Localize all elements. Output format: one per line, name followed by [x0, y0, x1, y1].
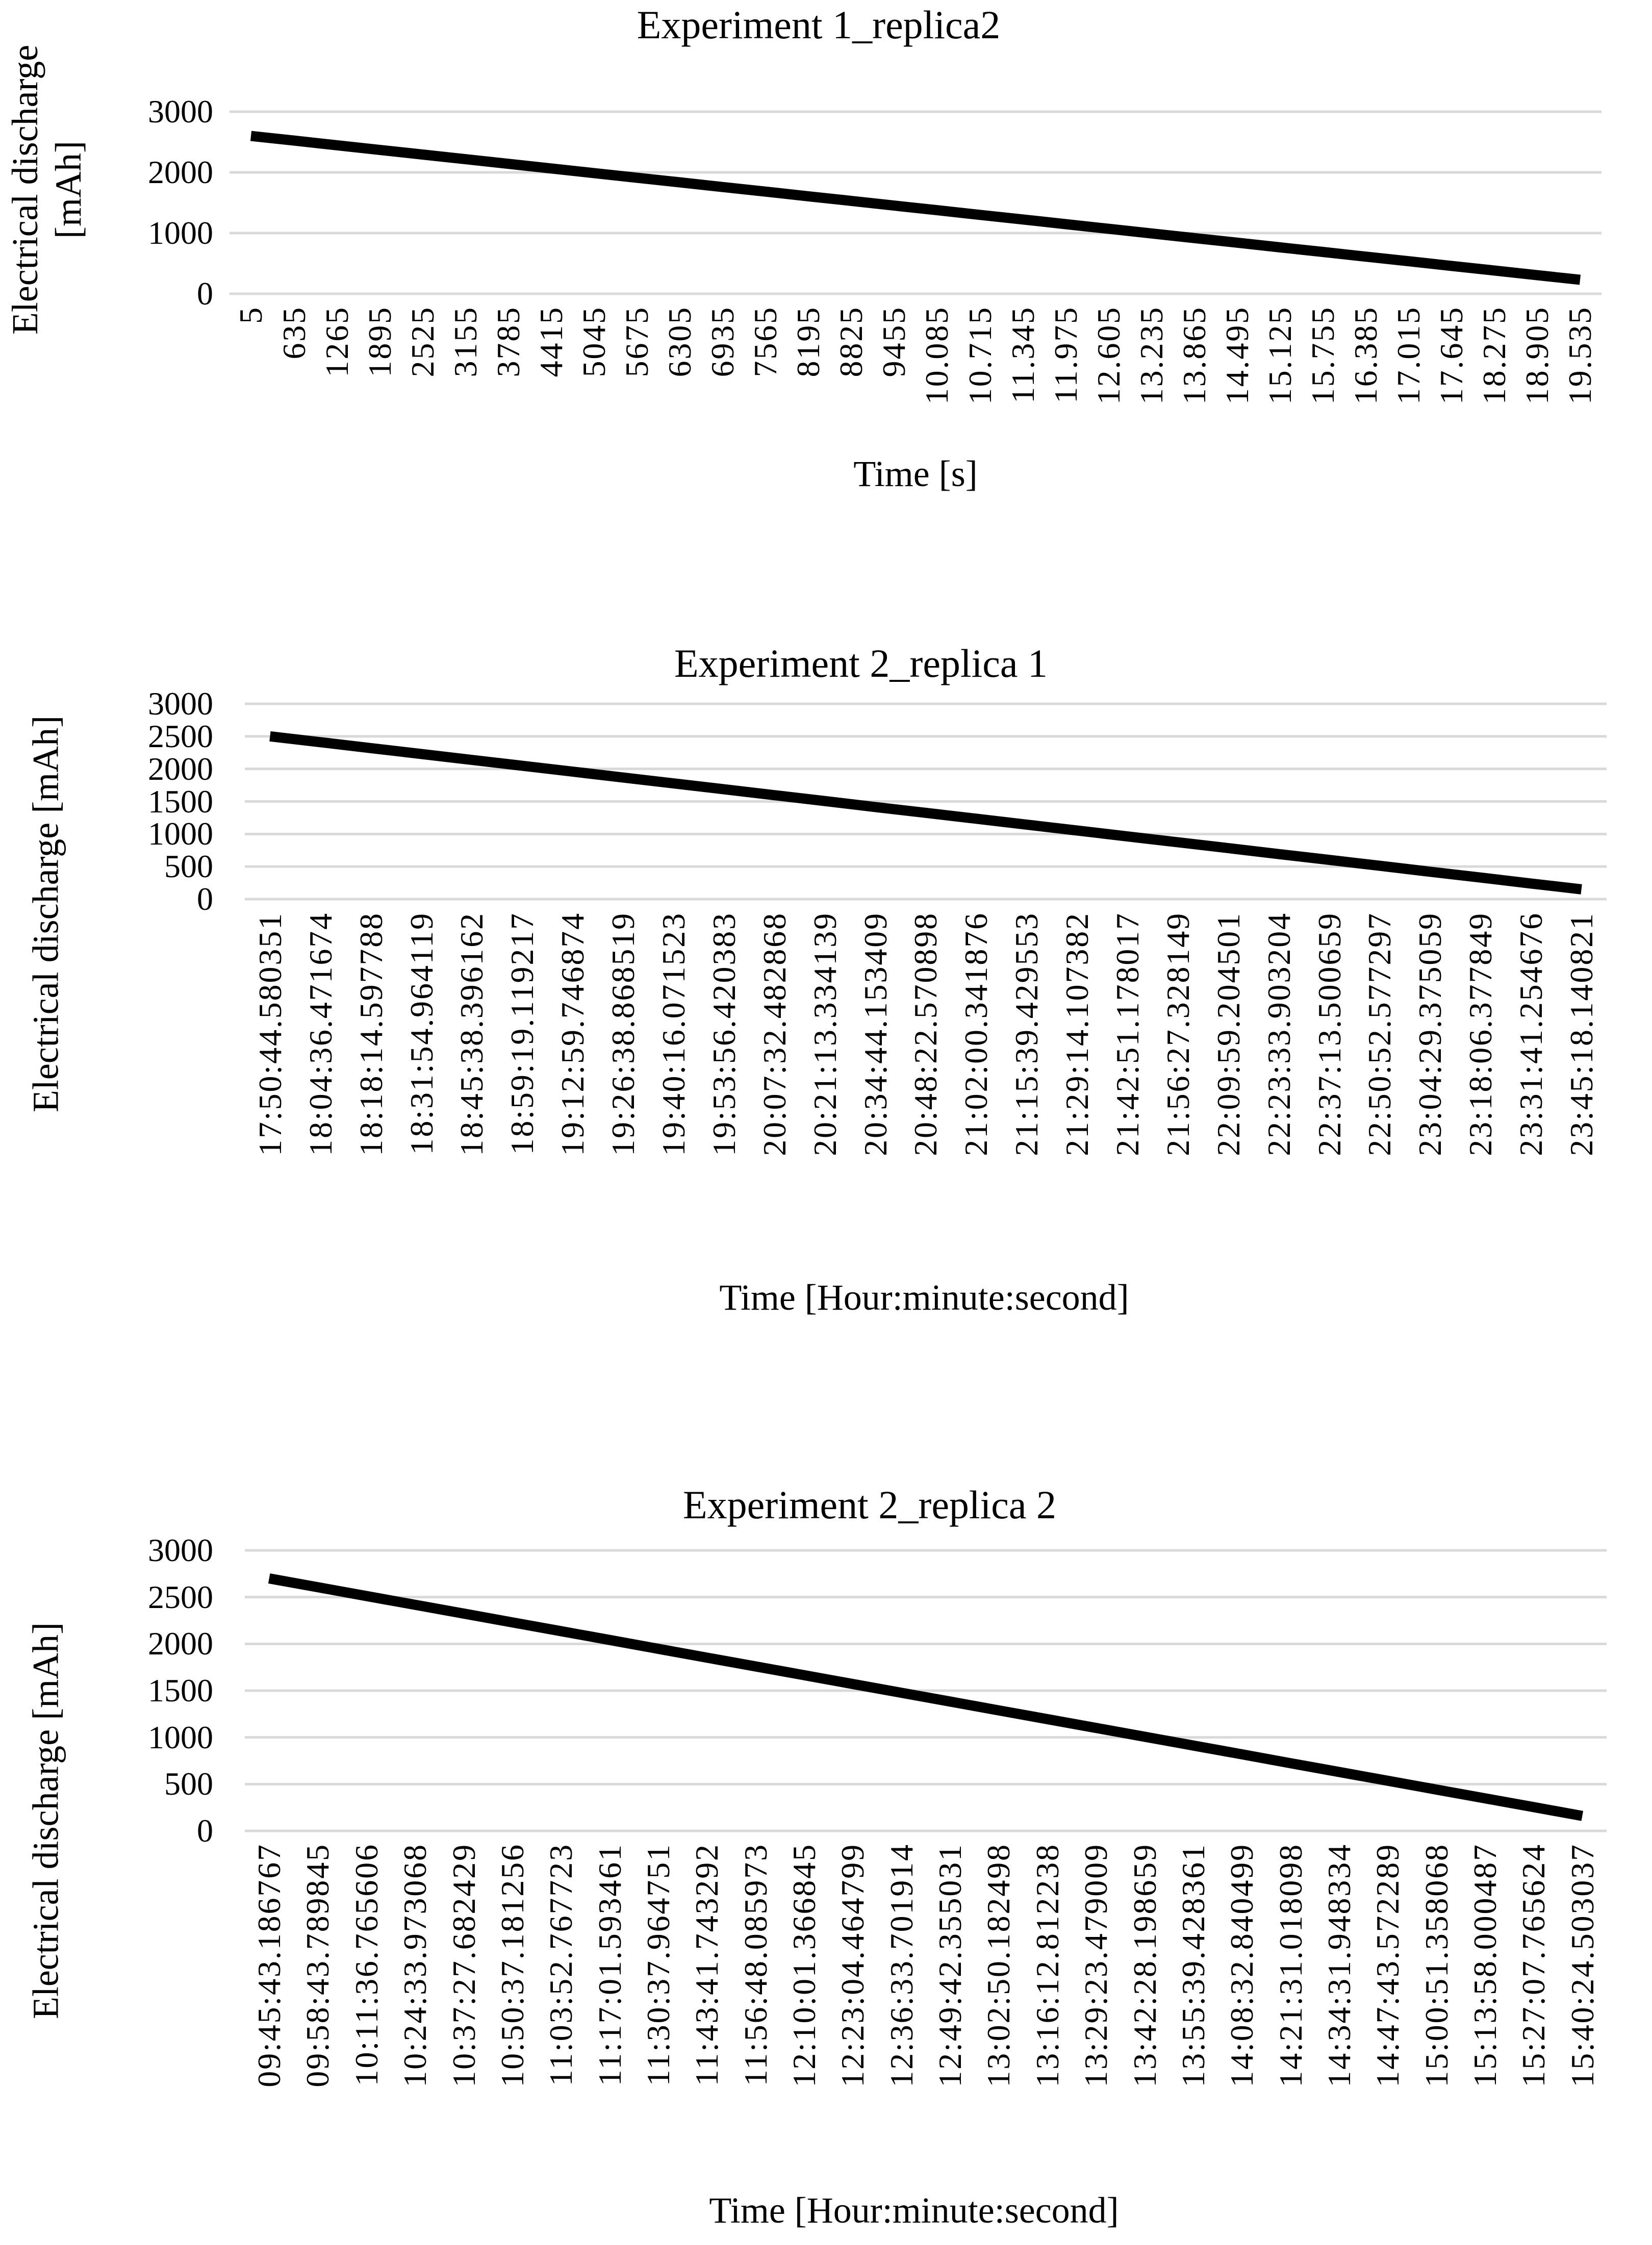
x-tick-cell [1315, 1843, 1363, 2087]
x-tick-label: 11:03:52.767723 [543, 1843, 579, 2086]
y-tick-label: 0 [197, 275, 213, 312]
x-tick-cell [1130, 306, 1173, 404]
x-tick-cell [1559, 306, 1602, 404]
x-tick-cell [1072, 1843, 1120, 2087]
x-tick-label: 18:59:19.119217 [504, 912, 541, 1155]
x-tick-label: 8825 [833, 306, 870, 377]
x-tick-label: 21:42:51.178017 [1109, 912, 1146, 1156]
x-tick-label: 15.125 [1261, 306, 1298, 405]
x-tick-label: 13:29:23.479009 [1078, 1843, 1114, 2087]
x-tick-cell [245, 1843, 293, 2087]
y-tick-label: 500 [164, 848, 213, 885]
x-tick-cell [926, 1843, 974, 2087]
x-tick-cell [1412, 1843, 1461, 2087]
x-tick-cell [1344, 306, 1387, 404]
x-tick-cell [1102, 912, 1153, 1156]
x-tick-label: 21:56:27.328149 [1159, 912, 1196, 1156]
x-tick-label: 19:26:38.868519 [605, 912, 642, 1156]
x-tick-cell [1430, 306, 1473, 404]
x-tick-cell [586, 1843, 634, 2087]
x-tick-label: 22:09:59.204501 [1210, 912, 1247, 1156]
x-tick-label: 17.645 [1433, 306, 1470, 405]
x-tick-cell [974, 1843, 1023, 2087]
x-tick-label: 15:13:58.000487 [1467, 1843, 1504, 2087]
y-tick-label: 1500 [148, 1672, 213, 1708]
x-tick-cell [1259, 306, 1302, 404]
x-tick-label: 7565 [747, 306, 784, 377]
x-tick-label: 11:30:37.964751 [640, 1843, 676, 2086]
x-tick-label: 5 [233, 306, 269, 324]
x-tick-label: 13:42:28.198659 [1126, 1843, 1163, 2087]
x-tick-label: 12:23:04.464799 [834, 1843, 871, 2087]
x-tick-label: 22:37:13.500659 [1311, 912, 1348, 1156]
y-tick-label: 3000 [148, 93, 213, 130]
x-tick-cell [272, 306, 315, 404]
x-tick-label: 17.015 [1390, 306, 1427, 405]
x-tick-cell [1461, 1843, 1509, 2087]
x-tick-cell [958, 306, 1001, 404]
x-tick-cell [315, 306, 358, 404]
x-tick-label: 3785 [490, 306, 526, 377]
x-tick-label: 16.385 [1348, 306, 1384, 405]
x-axis-tick-labels [245, 1843, 1607, 2087]
y-tick-label: 1000 [148, 1719, 213, 1755]
x-tick-cell [1023, 1843, 1072, 2087]
y-axis-title [4, 45, 90, 335]
x-tick-cell [1304, 912, 1355, 1156]
x-tick-cell [744, 306, 787, 404]
y-axis-title [24, 716, 68, 1112]
y-tick-label: 0 [197, 881, 213, 917]
x-tick-cell [731, 1843, 780, 2087]
y-tick-label: 0 [197, 1813, 213, 1849]
x-tick-label: 12:36:33.701914 [883, 1843, 920, 2087]
x-tick-label: 13.235 [1133, 306, 1170, 405]
x-tick-cell [1173, 306, 1215, 404]
x-tick-cell [951, 912, 1001, 1156]
x-tick-label: 19:40:16.071523 [655, 912, 692, 1156]
chart-canvas [230, 112, 1602, 294]
y-tick-label: 1000 [148, 215, 213, 251]
x-tick-label: 18:18:14.597788 [352, 912, 389, 1156]
x-tick-cell [1215, 306, 1258, 404]
x-tick-label: 12:10:01.366845 [786, 1843, 823, 2087]
x-tick-cell [616, 306, 658, 404]
x-tick-cell [1509, 1843, 1558, 2087]
x-tick-label: 6935 [704, 306, 741, 377]
x-tick-cell [396, 912, 447, 1156]
x-tick-cell [1153, 912, 1203, 1156]
x-tick-cell [749, 912, 800, 1156]
x-tick-cell [1266, 1843, 1315, 2087]
x-tick-label: 23:45:18.140821 [1563, 912, 1599, 1156]
x-tick-cell [648, 912, 699, 1156]
x-tick-label: 19:12:59.746874 [554, 912, 591, 1156]
x-tick-label: 8195 [790, 306, 827, 377]
y-tick-label: 3000 [148, 1532, 213, 1568]
x-tick-cell [598, 912, 648, 1156]
x-tick-cell [901, 912, 951, 1156]
x-tick-cell [701, 306, 744, 404]
x-tick-label: 20:48:22.570898 [907, 912, 944, 1156]
x-axis-title: Time [s] [853, 453, 978, 494]
y-tick-label: 2000 [148, 154, 213, 190]
x-tick-label: 18:31:54.964119 [403, 912, 440, 1155]
x-tick-cell [230, 306, 272, 404]
x-tick-label: 21:02:00.341876 [958, 912, 995, 1156]
y-tick-label: 500 [164, 1766, 213, 1802]
x-tick-label: 18.905 [1519, 306, 1556, 405]
x-tick-label: 10:37:27.682429 [445, 1843, 482, 2087]
x-tick-label: 20:34:44.153409 [857, 912, 894, 1156]
y-axis-title-line: Electrical discharge [mAh] [25, 1622, 66, 2020]
x-tick-cell [488, 1843, 537, 2087]
x-tick-label: 14:34:31.948334 [1320, 1843, 1357, 2087]
x-tick-cell [787, 306, 830, 404]
x-tick-label: 3155 [447, 306, 484, 377]
x-tick-cell [1363, 1843, 1412, 2087]
x-tick-label: 13:16:12.812238 [1029, 1843, 1065, 2087]
x-tick-label: 2525 [404, 306, 441, 377]
plot-area [245, 1550, 1607, 1831]
x-tick-label: 10:11:36.765606 [348, 1843, 385, 2086]
x-tick-cell [682, 1843, 731, 2087]
x-tick-label: 13.865 [1176, 306, 1212, 405]
x-tick-cell [1355, 912, 1405, 1156]
x-tick-cell [537, 1843, 585, 2087]
x-tick-cell [487, 306, 529, 404]
x-tick-label: 21:15:39.429553 [1008, 912, 1045, 1156]
y-tick-label: 2500 [148, 1578, 213, 1615]
x-tick-label: 18.275 [1476, 306, 1513, 405]
x-tick-cell [850, 912, 901, 1156]
x-tick-label: 10:24:33.973068 [397, 1843, 434, 2087]
x-tick-cell [342, 1843, 391, 2087]
x-tick-label: 09:58:43.789845 [299, 1843, 336, 2087]
x-axis-tick-labels [230, 306, 1602, 404]
chart-title: Experiment 2_replica 1 [674, 641, 1048, 685]
x-tick-cell [1387, 306, 1430, 404]
x-tick-label: 15:40:24.503037 [1564, 1843, 1600, 2087]
x-tick-cell [1120, 1843, 1168, 2087]
x-tick-label: 17:50:44.580351 [251, 912, 288, 1156]
x-tick-label: 15:27:07.765624 [1515, 1843, 1552, 2087]
x-tick-cell [828, 1843, 877, 2087]
x-tick-label: 5045 [575, 306, 612, 377]
x-tick-cell [699, 912, 749, 1156]
x-tick-cell [1556, 912, 1607, 1156]
x-tick-label: 1265 [318, 306, 355, 377]
x-tick-label: 10.715 [961, 306, 998, 405]
x-tick-label: 18:04:36.471674 [302, 912, 339, 1156]
x-tick-cell [634, 1843, 682, 2087]
x-tick-label: 19:53:56.420383 [705, 912, 742, 1156]
x-tick-label: 18:45:38.396162 [453, 912, 490, 1156]
x-tick-label: 13:02:50.182498 [980, 1843, 1017, 2087]
y-tick-label: 2000 [148, 750, 213, 787]
x-tick-cell [1203, 912, 1254, 1156]
chart-title: Experiment 1_replica2 [637, 3, 1001, 47]
x-tick-cell [1405, 912, 1455, 1156]
x-tick-label: 22:50:52.577297 [1361, 912, 1398, 1156]
x-tick-label: 11:56:48.085973 [737, 1843, 774, 2086]
chart-title: Experiment 2_replica 2 [682, 1483, 1057, 1527]
chart-canvas [245, 704, 1607, 899]
x-tick-cell [1001, 306, 1044, 404]
x-tick-cell [358, 306, 401, 404]
x-tick-label: 1895 [361, 306, 398, 377]
x-tick-cell [1473, 306, 1516, 404]
x-tick-label: 5675 [619, 306, 655, 377]
y-tick-label: 2000 [148, 1625, 213, 1662]
x-tick-label: 14.495 [1218, 306, 1255, 405]
x-tick-cell [529, 306, 572, 404]
x-tick-label: 20:07:32.482868 [756, 912, 793, 1156]
x-tick-label: 19.535 [1562, 306, 1598, 405]
x-tick-label: 15:00:51.358068 [1418, 1843, 1455, 2087]
x-tick-cell [444, 306, 487, 404]
x-tick-cell [447, 912, 497, 1156]
x-tick-cell [391, 1843, 439, 2087]
x-tick-label: 10.085 [919, 306, 955, 405]
x-tick-label: 20:21:13.334139 [806, 912, 843, 1156]
x-tick-cell [1302, 306, 1344, 404]
x-tick-cell [916, 306, 958, 404]
x-tick-label: 11.975 [1047, 306, 1084, 403]
x-tick-cell [877, 1843, 926, 2087]
x-tick-cell [293, 1843, 342, 2087]
x-tick-cell [1044, 306, 1087, 404]
x-tick-cell [1087, 306, 1130, 404]
x-tick-label: 13:55:39.428361 [1175, 1843, 1211, 2087]
x-tick-cell [873, 306, 916, 404]
y-axis-title-line: Electrical discharge [mAh] [25, 715, 66, 1113]
x-tick-label: 22:23:33.903204 [1260, 912, 1297, 1156]
x-tick-label: 11.345 [1004, 306, 1041, 403]
x-tick-cell [658, 306, 701, 404]
x-tick-label: 11:17:01.593461 [591, 1843, 628, 2086]
x-tick-cell [1169, 1843, 1217, 2087]
x-tick-cell [439, 1843, 488, 2087]
x-tick-label: 14:08:32.840499 [1224, 1843, 1260, 2087]
x-tick-label: 12:49:42.355031 [932, 1843, 969, 2087]
y-tick-label: 3000 [148, 685, 213, 722]
y-axis-title [24, 1622, 68, 2019]
y-tick-label: 1500 [148, 783, 213, 820]
x-tick-cell [1217, 1843, 1266, 2087]
y-axis-title-line: [mAh] [48, 141, 89, 239]
x-tick-cell [1001, 912, 1052, 1156]
x-tick-label: 15.755 [1305, 306, 1341, 405]
x-tick-label: 23:04:29.375059 [1412, 912, 1448, 1156]
x-tick-label: 635 [275, 306, 312, 360]
x-tick-label: 09:45:43.186767 [251, 1843, 288, 2087]
x-tick-label: 23:31:41.254676 [1513, 912, 1549, 1156]
x-tick-cell [780, 1843, 828, 2087]
x-axis-title: Time [Hour:minute:second] [719, 1277, 1129, 1318]
x-tick-label: 14:21:31.018098 [1272, 1843, 1309, 2087]
x-axis-tick-labels [245, 912, 1607, 1156]
x-tick-cell [295, 912, 346, 1156]
x-tick-cell [346, 912, 396, 1156]
data-line-electrical-discharge [251, 136, 1580, 280]
x-tick-cell [573, 306, 616, 404]
x-tick-cell [497, 912, 547, 1156]
plot-area [245, 704, 1607, 899]
x-tick-label: 21:29:14.107382 [1059, 912, 1096, 1156]
chart-canvas [245, 1550, 1607, 1831]
y-tick-label: 2500 [148, 718, 213, 754]
x-tick-label: 6305 [662, 306, 698, 377]
x-axis-title: Time [Hour:minute:second] [709, 2190, 1119, 2231]
x-tick-cell [1254, 912, 1304, 1156]
x-tick-label: 10:50:37.181256 [494, 1843, 530, 2087]
plot-area [230, 112, 1602, 294]
x-tick-cell [1558, 1843, 1607, 2087]
x-tick-label: 23:18:06.377849 [1462, 912, 1499, 1156]
y-tick-label: 1000 [148, 815, 213, 852]
x-tick-cell [800, 912, 850, 1156]
x-tick-cell [1506, 912, 1556, 1156]
x-tick-cell [1455, 912, 1506, 1156]
y-axis-title-line: Electrical discharge [5, 44, 46, 335]
x-tick-label: 9455 [876, 306, 912, 377]
x-tick-cell [830, 306, 873, 404]
x-tick-cell [547, 912, 598, 1156]
x-tick-label: 12.605 [1090, 306, 1127, 405]
x-tick-label: 4415 [532, 306, 569, 377]
data-line-electrical-discharge [269, 1578, 1583, 1816]
x-tick-cell [1052, 912, 1102, 1156]
x-tick-cell [1516, 306, 1559, 404]
x-tick-cell [401, 306, 444, 404]
x-tick-label: 11:43:41.743292 [689, 1843, 725, 2086]
data-line-electrical-discharge [270, 736, 1581, 889]
x-tick-cell [245, 912, 295, 1156]
x-tick-label: 14:47:43.572289 [1369, 1843, 1406, 2087]
